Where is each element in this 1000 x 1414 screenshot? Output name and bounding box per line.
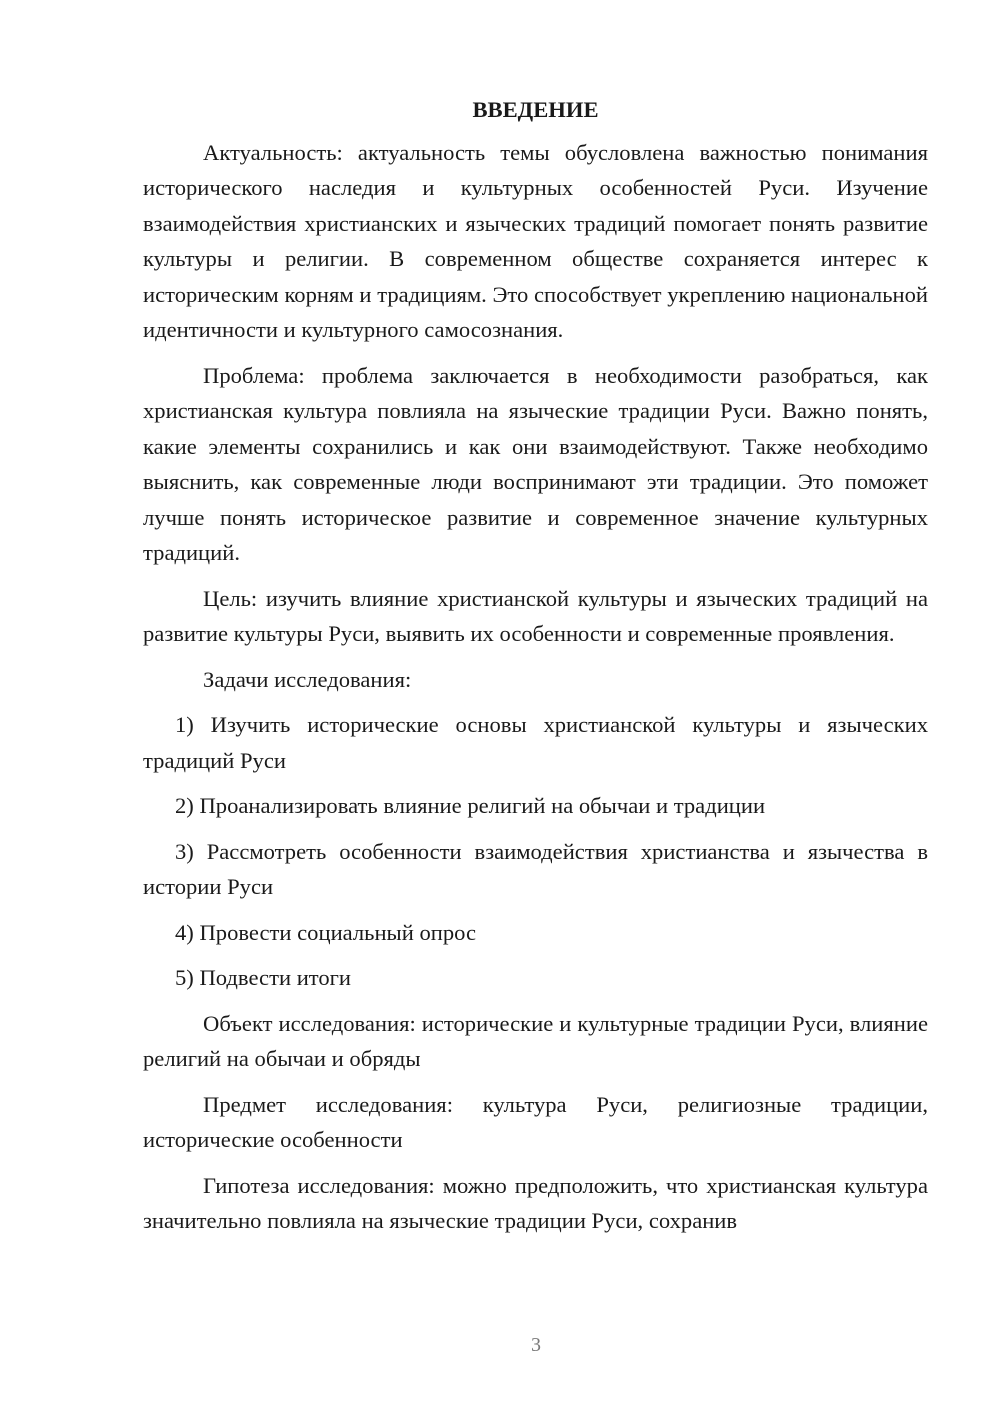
paragraph-problem: Проблема: проблема заключается в необходимости разобраться, как христианская культура повлияла на языческие традиции Руси. Важно понять, какие элементы сохранились и как они взаимодействуют. Также необходимо выяснить, как современные люди воспринимают эти традиции. Это поможет лучше понять историческое развитие и современное значение культурных традиций. (143, 362, 928, 565)
paragraph-goal: Цель: изучить влияние христианской культуры и языческих традиций на развитие культуры Руси, выявить их особенности и современные проявления. (143, 585, 928, 646)
section-title: ВВЕДЕНИЕ (472, 97, 599, 122)
page-content (143, 92, 928, 1249)
page-number: 3 (531, 1334, 541, 1356)
task-item-4: 4) Провести социальный опрос (175, 919, 477, 945)
task-item-1: 1) Изучить исторические основы христианской культуры и языческих традиций Руси (143, 712, 928, 773)
paragraph-hypothesis: Гипотеза исследования: можно предположить, что христианская культура значительно повлияла на языческие традиции Руси, сохранив (143, 1172, 928, 1233)
task-item-5: 5) Подвести итоги (175, 965, 352, 990)
paragraph-relevance: Актуальность: актуальность темы обусловлена важностью понимания исторического наследия и культурных особенностей Руси. Изучение взаимодействия христианских и языческих традиций помогает понять развитие культуры и религии. В современном обществе сохраняется интерес к историческим корням и традициям. Это способствует укреплению национальной идентичности и культурного самосознания. (143, 139, 928, 342)
task-item-3: 3) Рассмотреть особенности взаимодействия христианства и язычества в истории Руси (143, 838, 928, 899)
tasks-heading: Задачи исследования: (203, 666, 412, 692)
task-item-2: 2) Проанализировать влияние религий на обычаи и традиции (175, 793, 766, 818)
paragraph-object: Объект исследования: исторические и культурные традиции Руси, влияние религий на обычаи и обряды (143, 1010, 928, 1071)
paragraph-subject: Предмет исследования: культура Руси, религиозные традиции, исторические особенности (143, 1091, 928, 1152)
